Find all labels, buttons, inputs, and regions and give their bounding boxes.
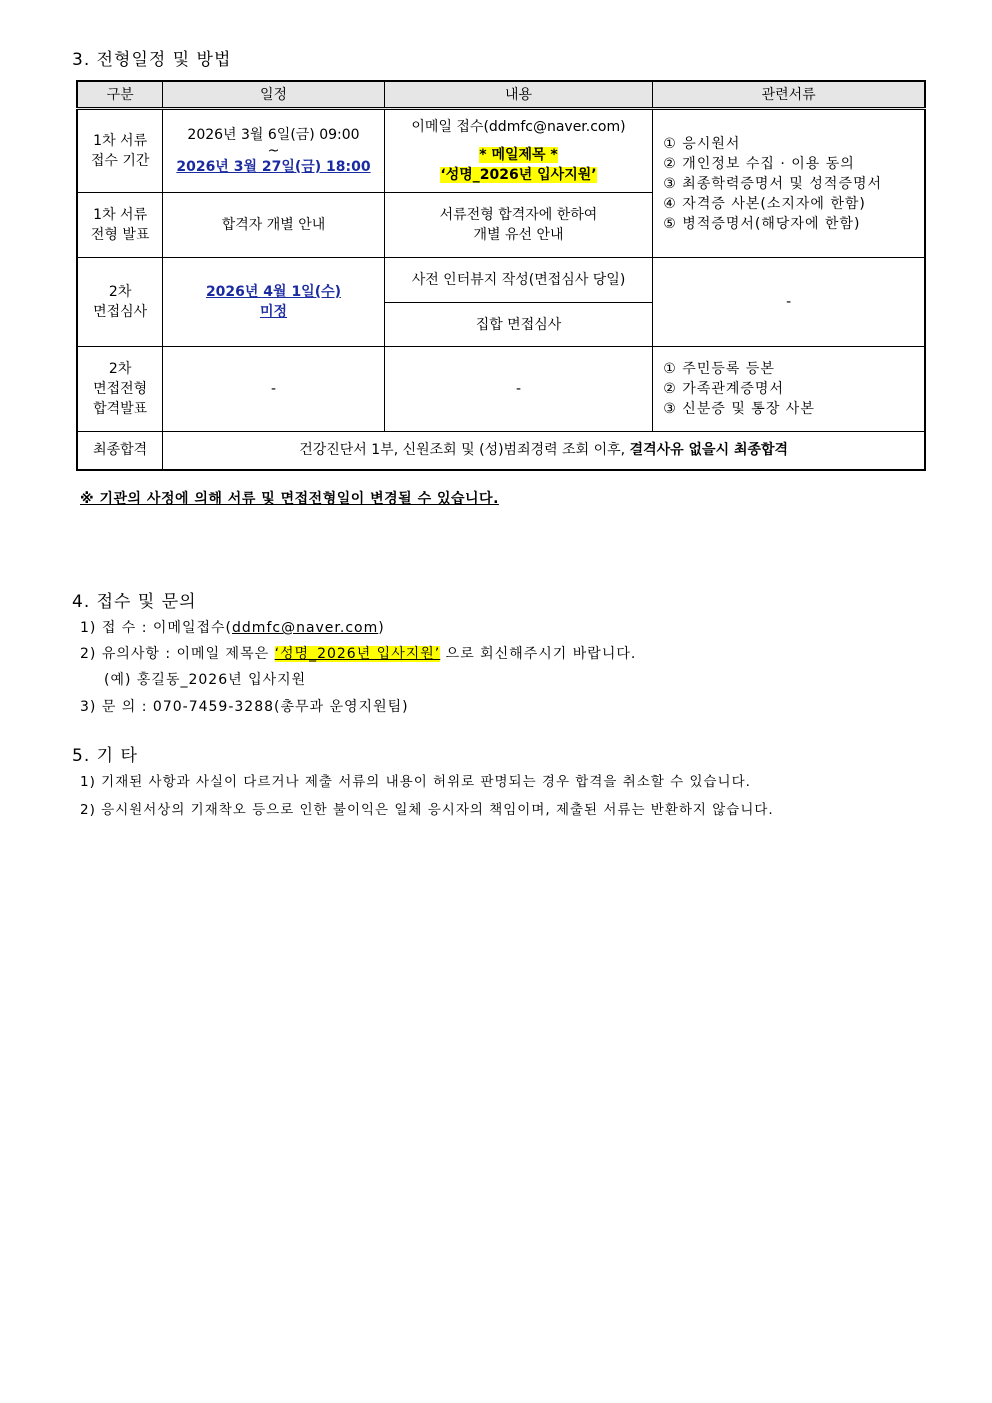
table-row	[77, 258, 925, 303]
row1-schedule: 2026년 3월 6일(금) 09:00 ~ 2026년 3월 27일(금) 18:00	[163, 109, 384, 193]
row3-content-1: 사전 인터뷰지 작성(면접심사 당일)	[384, 258, 653, 303]
header-content: 내용	[384, 81, 653, 109]
table-header-row	[77, 81, 925, 109]
section5-title: 5. 기 타	[72, 746, 138, 766]
email-link[interactable]: ddmfc@naver.com	[232, 620, 379, 636]
etc-line-2: 2) 응시원서상의 기재착오 등으로 인한 불이익은 일체 응시자의 책임이며, 제출된 서류는 반환하지 않습니다.	[80, 802, 774, 818]
row1-content: 이메일 접수(ddmfc@naver.com) * 메일제목 * ‘성명_2026년 입사지원’	[384, 109, 653, 193]
row3-label: 2차 면접심사	[77, 258, 163, 347]
header-category: 구분	[77, 81, 163, 109]
row4-documents: ① 주민등록 등본 ② 가족관계증명서 ③ 신분증 및 통장 사본	[653, 347, 925, 432]
row3-schedule: 2026년 4월 1일(수) 미정	[163, 258, 384, 347]
header-documents: 관련서류	[653, 81, 925, 109]
row3-content-2: 집합 면접심사	[384, 303, 653, 347]
table-row	[77, 109, 925, 193]
row2-label: 1차 서류 전형 발표	[77, 193, 163, 258]
contact-line-2: 2) 유의사항 : 이메일 제목은 ‘성명_2026년 입사지원’ 으로 회신해주시기 바랍니다.	[80, 646, 637, 662]
schedule-table	[76, 80, 926, 471]
header-schedule: 일정	[163, 81, 384, 109]
section4-title: 4. 접수 및 문의	[72, 592, 197, 612]
etc-line-1: 1) 기재된 사항과 사실이 다르거나 제출 서류의 내용이 허위로 판명되는 경우 합격을 취소할 수 있습니다.	[80, 774, 751, 790]
row3-documents: -	[653, 258, 925, 347]
contact-line-3: 3) 문 의 : 070-7459-3288(총무과 운영지원팀)	[80, 699, 409, 715]
contact-example: (예) 홍길동_2026년 입사지원	[104, 672, 307, 688]
row5-label: 최종합격	[77, 432, 163, 470]
row2-schedule: 합격자 개별 안내	[163, 193, 384, 258]
row4-content: -	[384, 347, 653, 432]
table-row	[77, 347, 925, 432]
row4-schedule: -	[163, 347, 384, 432]
row5-text: 건강진단서 1부, 신원조회 및 (성)범죄경력 조회 이후, 결격사유 없을시 최종합격	[163, 432, 925, 470]
schedule-note: ※ 기관의 사정에 의해 서류 및 면접전형일이 변경될 수 있습니다.	[80, 491, 499, 507]
row2-content: 서류전형 합격자에 한하여 개별 유선 안내	[384, 193, 653, 258]
row4-label: 2차 면접전형 합격발표	[77, 347, 163, 432]
section3-title: 3. 전형일정 및 방법	[72, 50, 232, 70]
table-row	[77, 432, 925, 470]
contact-line-1: 1) 접 수 : 이메일접수(ddmfc@naver.com)	[80, 620, 385, 636]
row1-label: 1차 서류 접수 기간	[77, 109, 163, 193]
row1-documents: ① 응시원서 ② 개인정보 수집 · 이용 동의 ③ 최종학력증명서 및 성적증명서 ④ 자격증 사본(소지자에 한함) ⑤ 병적증명서(해당자에 한함)	[653, 109, 925, 258]
